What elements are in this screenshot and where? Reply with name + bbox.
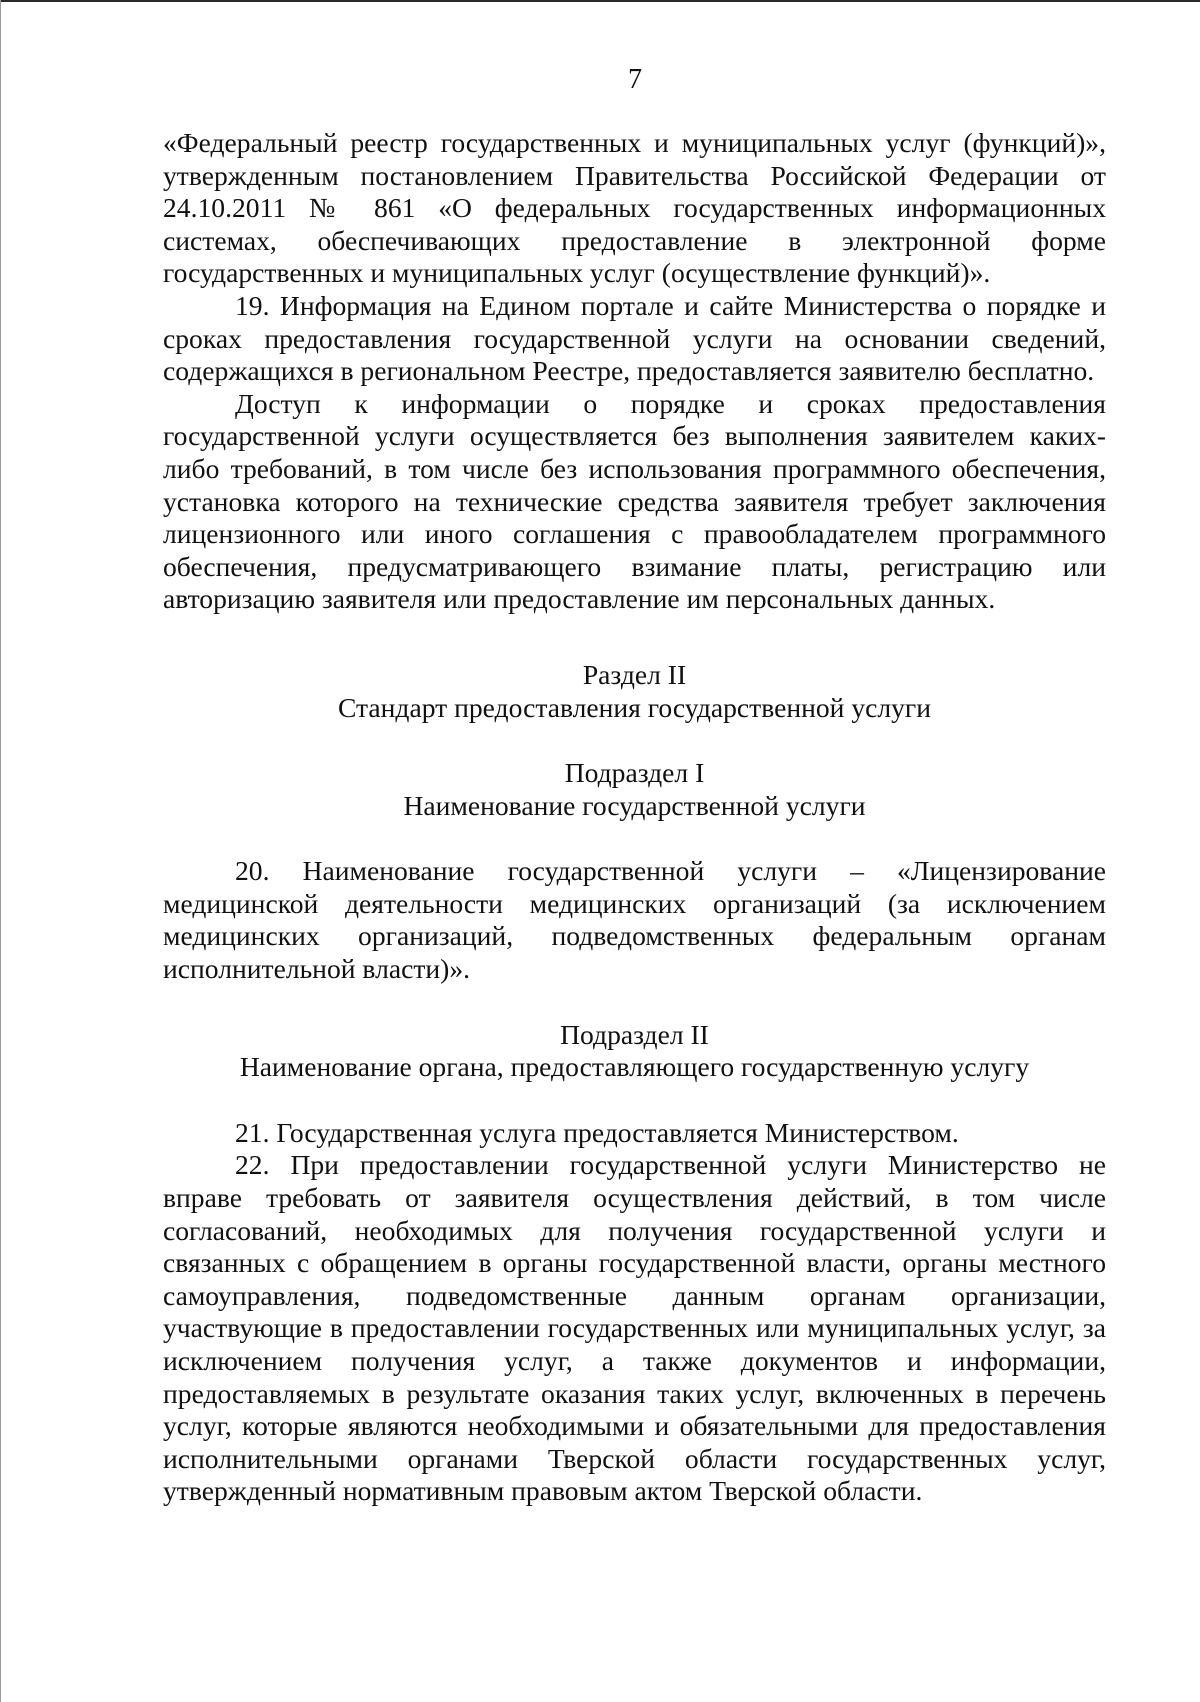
paragraph-21: 21. Государственная услуга предоставляется Министерством. (235, 1116, 959, 1148)
paragraph-19: 19. Информация на Едином портале и сайте Министерства о порядке и сроках предоставления государственной услуги на основании сведений, содержащихся в региональном Реестре, предоставляется заявителю бесплатно. (163, 289, 1106, 387)
subsection-1-heading: Подраздел I (564, 757, 705, 789)
subsection-1-title: Наименование государственной услуги (403, 789, 866, 821)
paragraph-registry-continuation: «Федеральный реестр государственных и муниципальных услуг (функций)», утвержденным постановлением Правительства Российской Федерации от 24.10.2011 № 861 «О федеральных государственных информационных системах, обеспечивающих предоставление в электронной форме государственных и муниципальных услуг (осуществление функций)». (163, 127, 1106, 289)
document-body (163, 127, 1106, 1508)
page-number: 7 (628, 64, 642, 95)
paragraph-20: 20. Наименование государственной услуги – «Лицензирование медицинской деятельности медицинских организаций (за исключением медицинских организаций, подведомственных федеральным органам исполнительной власти)». (163, 855, 1106, 985)
paragraph-22: 22. При предоставлении государственной услуги Министерство не вправе требовать от заявителя осуществления действий, в том числе согласований, необходимых для получения государственной услуги и связанных с обращением в органы государственной власти, органы местного самоуправления, подведомственные данным органам организации, участвующие в предоставлении государственных или муниципальных услуг, за исключением получения услуг, а также документов и информации, предоставляемых в результате оказания таких услуг, включенных в перечень услуг, которые являются необходимыми и обязательными для предоставления исполнительными органами Тверской области государственных услуг, утвержденный нормативным правовым актом Тверской области. (163, 1149, 1106, 1507)
subsection-2-heading: Подраздел II (560, 1018, 709, 1050)
section-title: Стандарт предоставления государственной услуги (337, 691, 932, 723)
paragraph-19-access: Доступ к информации о порядке и сроках предоставления государственной услуги осуществляется без выполнения заявителем каких-либо требований, в том числе без использования программного обеспечения, установка которого на технические средства заявителя требует заключения лицензионного или иного соглашения с правообладателем программного обеспечения, предусматривающего взимание платы, регистрацию или авторизацию заявителя или предоставление им персональных данных. (163, 387, 1106, 615)
scan-edge-top (0, 0, 1200, 2)
section-heading: Раздел II (582, 658, 687, 690)
subsection-2-title: Наименование органа, предоставляющего государственную услугу (239, 1051, 1030, 1083)
scan-edge-left (0, 0, 1, 1702)
